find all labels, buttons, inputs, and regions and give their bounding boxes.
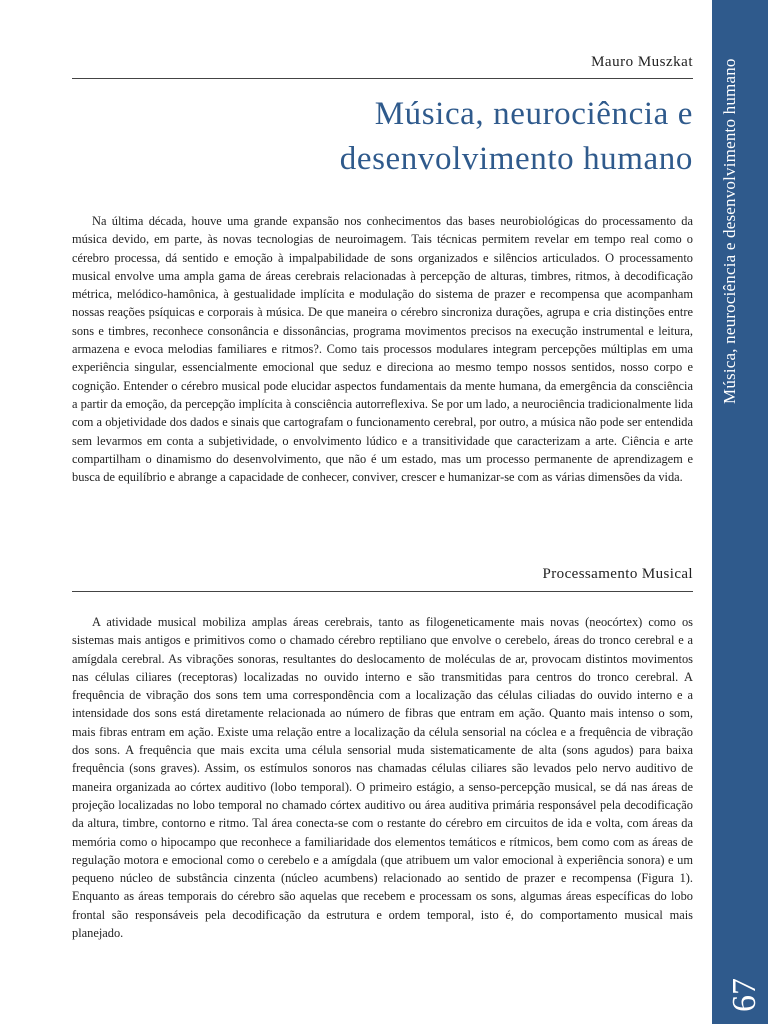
article-title bbox=[260, 92, 693, 182]
header-divider bbox=[72, 78, 693, 79]
section-paragraph: A atividade musical mobiliza amplas áreas cerebrais, tanto as filogeneticamente mais novas (neocórtex) como os sistemas mais antigos e primitivos como o chamado cérebro reptiliano que envolve o cerebelo, áreas do tronco cerebral e a amígdala cerebral. As vibrações sonoras, resultantes do deslocamento de moléculas de ar, provocam distintos movimentos nas células ciliares (receptoras) localizadas no ouvido interno e são transmitidas para centros do tronco cerebral. A frequência de vibração dos sons tem uma correspondência com a localização das células ciliadas do ouvido interno e a intensidade dos sons está diretamente relacionada ao número de fibras que entram em ação. Quanto mais intenso o som, mais fibras entram em ação. Existe uma relação entre a localização da célula sensorial na cóclea e a frequência de vibração dos sons. A frequência que mais excita uma célula sensorial muda sistematicamente de alta (sons agudos) para baixa frequência (sons graves). Assim, os estímulos sonoros nas chamadas células ciliares são levados pelo nervo auditivo de maneira organizada ao córtex auditivo (lobo temporal). O primeiro estágio, a senso-percepção musical, se dá nas áreas de projeção localizadas no lobo temporal no chamado córtex auditivo ou área auditiva primária responsável pela decodificação da altura, timbre, contorno e ritmo. Tal área conecta-se com o restante do cérebro em circuitos de ida e volta, com áreas da memória como o hipocampo que reconhece a familiaridade dos elementos temáticos e rítmicos, bem como com as áreas de regulação motora e emocional como o cerebelo e a amígdala (que atribuem um valor emocional à experiência sonora) e um pequeno núcleo de substância cinzenta (núcleo acumbens) relacionado ao sentido de prazer e recompensa (Figura 1). Enquanto as áreas temporais do cérebro são aquelas que recebem e processam os sons, algumas áreas específicas do lobo frontal são responsáveis pela decodificação da estrutura e ordem temporal, isto é, do comportamento musical mais planejado. bbox=[72, 615, 693, 941]
title-line-1: Música, neurociência e bbox=[374, 96, 693, 132]
section-divider bbox=[72, 591, 693, 592]
section-heading: Processamento Musical bbox=[542, 566, 693, 582]
author-name: Mauro Muszkat bbox=[591, 54, 693, 70]
title-line-2: desenvolvimento humano bbox=[339, 141, 693, 177]
intro-paragraph: Na última década, houve uma grande expansão nos conhecimentos das bases neurobiológicas do processamento da música devido, em parte, às novas tecnologias de neuroimagem. Tais técnicas permitem revelar em tempo real como o cérebro processa, dá sentido e emoção à impalpabilidade de sons organizados e silêncios articulados. O processamento musical envolve uma ampla gama de áreas cerebrais relacionadas à percepção de alturas, timbres, ritmos, à decodificação métrica, melódico-hamônica, à gestualidade implícita e modulação do sistema de prazer e recompensa que acompanham nossas reações psíquicas e corporais à música. De que maneira o cérebro sincroniza durações, agrupa e cria distinções entre sons e timbres, reconhece consonância e dissonâncias, programa movimentos precisos na execução instrumental e leitura, armazena e evoca melodias familiares e ritmos?. Como tais processos modulares integram percepções múltiplas em uma experiência singular, essencialmente emocional que seduz e direciona ao mesmo tempo nossos sentidos, nosso corpo e cognição. Entender o cérebro musical pode elucidar aspectos fundamentais da mente humana, da emergência da consciência a partir da emoção, da percepção implícita à consciência autorreflexiva. Se por um lado, a neurociência tradicionalmente lida com a objetividade dos dados e sinais que cartografam o funcionamento cerebral, por outro, a música não pode ser entendida sem levarmos em conta a subjetividade, o envolvimento lúdico e a transitividade que caracterizam a arte. Ciência e arte compartilham o dinamismo do desenvolvimento, que não é um estado, mas um processo permanente de aprendizagem e busca de equilíbrio e abrange a capacidade de conhecer, conviver, crescer e humanizar-se com as várias dimensões da vida. bbox=[72, 214, 693, 485]
running-title: Música, neurociência e desenvolvimento humano bbox=[720, 58, 739, 404]
page-number: 67 bbox=[726, 978, 763, 1012]
side-band bbox=[712, 0, 768, 1024]
